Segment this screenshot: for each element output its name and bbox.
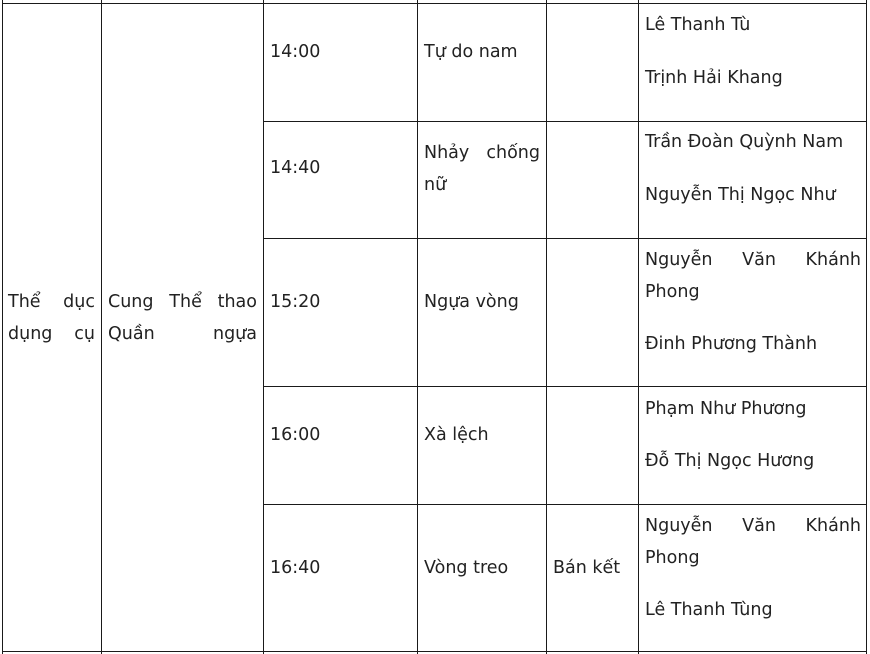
time-cell: 16:40 (270, 558, 321, 578)
time-cell: 16:00 (270, 425, 321, 445)
event-cell: Xà lệch (424, 425, 489, 445)
table-border-bottom (2, 651, 867, 652)
athlete-name: Phạm Như Phương (645, 399, 807, 419)
athlete-name: Nguyễn Thị Ngọc Như (645, 185, 836, 205)
athlete-name: Lê Thanh Tùng (645, 600, 773, 620)
table-divider (101, 0, 102, 654)
table-border-right (866, 0, 867, 654)
table-border-left (2, 0, 3, 654)
table-divider (417, 0, 418, 654)
table-divider (546, 0, 547, 654)
event-type-cell: Thể dục dụng cụ (8, 292, 95, 344)
row-divider (263, 238, 867, 239)
event-cell: Nhảy chống nữ (424, 143, 540, 195)
table-divider (263, 0, 264, 654)
event-cell: Ngựa vòng (424, 292, 519, 312)
athlete-name: Lê Thanh Tù (645, 15, 751, 35)
row-divider (263, 504, 867, 505)
round-cell: Bán kết (553, 558, 621, 578)
row-divider (263, 121, 867, 122)
athlete-name: Trịnh Hải Khang (645, 68, 783, 88)
athlete-name: Đinh Phương Thành (645, 334, 818, 354)
time-cell: 15:20 (270, 292, 321, 312)
event-cell: Tự do nam (424, 42, 518, 62)
row-divider (263, 386, 867, 387)
time-cell: 14:00 (270, 42, 321, 62)
athlete-name: Nguyễn Văn Khánh Phong (645, 516, 861, 568)
time-cell: 14:40 (270, 158, 321, 178)
athlete-name: Nguyễn Văn Khánh Phong (645, 250, 861, 302)
athlete-name: Trần Đoàn Quỳnh Nam (645, 132, 844, 152)
table-border-top (2, 3, 867, 4)
athlete-name: Đỗ Thị Ngọc Hương (645, 451, 815, 471)
table-divider (638, 0, 639, 654)
event-cell: Vòng treo (424, 558, 509, 578)
venue-cell: Cung Thể thao Quần ngựa (108, 292, 257, 344)
